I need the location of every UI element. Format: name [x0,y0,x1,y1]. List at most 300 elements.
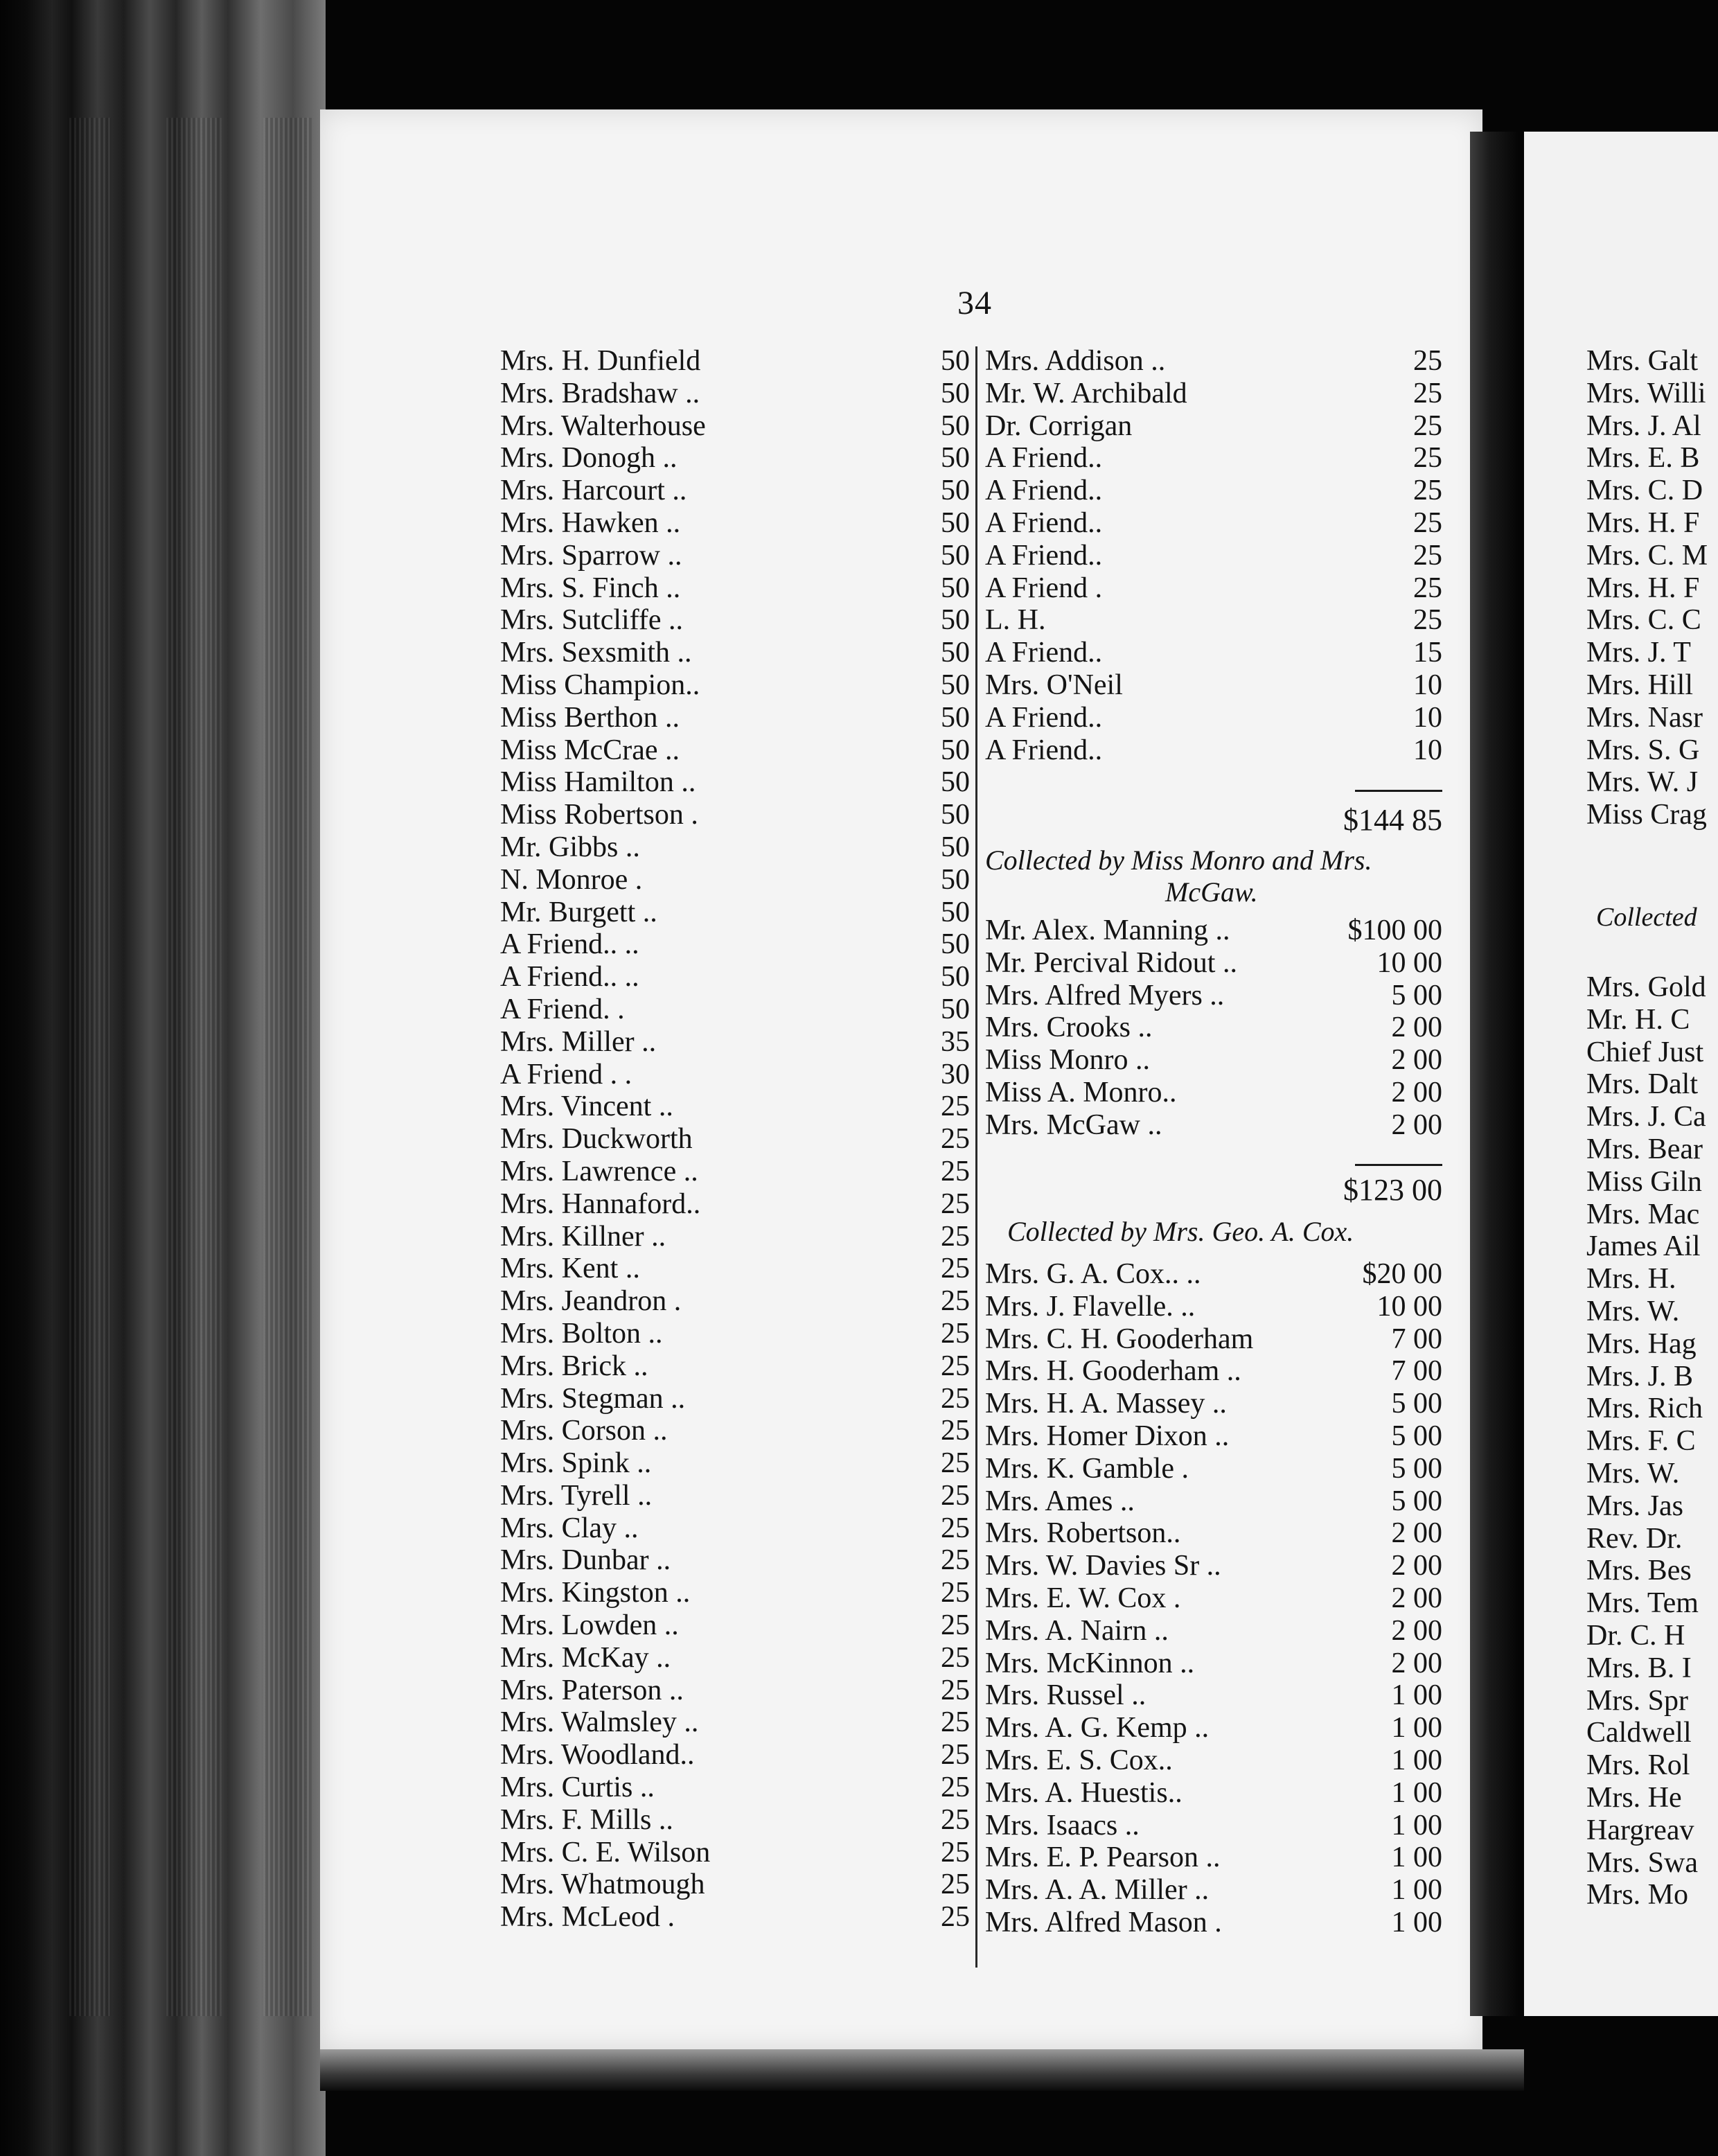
ledger-row [500,572,970,605]
donor-name: A Friend.. [985,734,1103,766]
donor-name: Mrs. K. Gamble . [985,1452,1189,1485]
ledger-row [500,961,970,993]
ledger-row [500,1090,970,1123]
donor-name: Mrs. Miller .. [500,1025,657,1058]
ledger-row [985,1077,1442,1109]
ledger-row [500,831,970,864]
donation-amount: 2 00 [1391,1044,1442,1077]
donor-name: Mrs. W. Davies Sr .. [985,1550,1221,1582]
donor-name: Mrs. Curtis .. [500,1771,655,1804]
donor-name: A Friend.. [985,475,1103,507]
donation-amount: 1 00 [1391,1809,1442,1841]
ledger-row [985,702,1442,734]
donor-name: Mrs. J. Flavelle. .. [985,1290,1196,1323]
donation-amount: 50 [941,701,970,734]
donor-name: Mrs. Walmsley .. [500,1706,699,1739]
donation-amount: 25 [941,1253,970,1285]
right-page-entry: Mrs. J. Ca [1586,1101,1706,1133]
donor-name: Mrs. Kent .. [500,1253,640,1285]
right-page-entry: Mrs. Tem [1586,1587,1699,1620]
donation-amount: 25 [941,1479,970,1512]
ledger-row [985,1517,1442,1550]
right-page-entry: Mrs. W. J [1586,766,1699,799]
donation-amount: 25 [941,1674,970,1706]
ledger-row [500,345,970,378]
donor-name: Mrs. Brick .. [500,1350,648,1382]
donation-amount: 50 [941,831,970,863]
ledger-row [985,1388,1442,1420]
donor-name: A Friend.. [985,506,1103,539]
donation-amount: 7 00 [1391,1323,1442,1355]
donation-amount: 25 [1413,409,1442,442]
donor-name: Mrs. Corson .. [500,1415,668,1447]
donation-amount: 50 [941,475,970,507]
right-page-entry: Mrs. Spr [1586,1684,1689,1717]
ledger-row [500,540,970,572]
donation-amount: 2 00 [1391,1550,1442,1582]
ledger-row [985,1679,1442,1712]
donor-name: Miss Robertson . [500,799,698,831]
ledger-row [500,864,970,896]
donor-name: Mrs. McGaw .. [985,1108,1162,1141]
donor-name: Mrs. C. E. Wilson [500,1836,711,1868]
donation-amount: 25 [941,1868,970,1901]
donor-name: A Friend.. [985,539,1103,572]
donation-amount: 25 [941,1285,970,1318]
ledger-row [500,1188,970,1221]
ledger-row [985,345,1442,378]
donation-amount: 2 00 [1391,1011,1442,1044]
page-bottom-edge [320,2049,1524,2091]
donor-name: Miss Champion.. [500,669,700,701]
donation-amount: 25 [941,1187,970,1220]
ledger-row [985,1485,1442,1518]
donation-amount: 50 [941,377,970,409]
heading-monro-mcgaw-line2: McGaw. [1165,876,1258,908]
ledger-row [500,896,970,929]
donor-name: Miss Monro .. [985,1044,1151,1077]
donation-amount: 25 [941,1447,970,1480]
ledger-row [500,1285,970,1318]
donor-name: A Friend . [985,572,1103,604]
donor-name: Mrs. Harcourt .. [500,475,687,507]
ledger-row [500,1901,970,1934]
ledger-row [985,1291,1442,1323]
donation-amount: 1 00 [1391,1776,1442,1809]
ledger-row [500,799,970,831]
ledger-row [985,669,1442,702]
ledger-row [500,1253,970,1285]
donor-name: Mrs. O'Neil [985,669,1123,701]
donation-amount: 50 [941,506,970,539]
ledger-row [500,1642,970,1675]
ledger-row [985,1712,1442,1744]
ledger-row [500,1123,970,1156]
donation-amount: 25 [941,1706,970,1739]
ledger-row [500,1706,970,1739]
ledger-row [985,540,1442,572]
donor-name: Miss Hamilton .. [500,766,696,799]
right-page-entry: Mrs. Galt [1586,345,1698,377]
ledger-row [985,1744,1442,1777]
donation-amount: 25 [941,1641,970,1674]
right-page-entry: Mrs. Dalt [1586,1068,1698,1101]
donation-amount: 25 [941,1836,970,1868]
right-page-entry: Dr. C. H [1586,1619,1685,1652]
ledger-row [985,1011,1442,1044]
right-page-entry: Mrs. S. G [1586,734,1700,766]
donor-name: Mrs. A. G. Kemp .. [985,1712,1210,1744]
donation-amount: 25 [941,1512,970,1544]
donor-name: Mrs. Bolton .. [500,1317,663,1350]
donation-amount: 2 00 [1391,1582,1442,1614]
right-page-entry: Mrs. He [1586,1781,1682,1814]
donation-amount: 25 [941,1123,970,1156]
donor-name: Mrs. Bradshaw .. [500,377,700,409]
donor-name: Mrs. F. Mills .. [500,1803,673,1836]
donor-name: Mrs. H. A. Massey .. [985,1388,1227,1420]
donor-name: Mrs. Sutcliffe .. [500,604,684,637]
ledger-row [500,637,970,669]
ledger-row [500,475,970,507]
ledger-row [500,734,970,767]
column-2-top-list [985,345,1442,766]
donor-name: Mrs. Stegman .. [500,1382,686,1415]
ledger-row [500,766,970,799]
donation-amount: 5 00 [1391,1452,1442,1485]
donation-amount: 1 00 [1391,1906,1442,1938]
donor-name: Mrs. A. Huestis.. [985,1776,1183,1809]
right-page-entry: Mrs. B. I [1586,1652,1692,1684]
right-page-entry: Mrs. Rol [1586,1749,1690,1782]
donation-amount: 10 [1413,669,1442,701]
ledger-row [985,442,1442,475]
donor-name: Mrs. G. A. Cox.. .. [985,1258,1201,1290]
right-page-entry: Hargreav [1586,1814,1694,1846]
right-page-entry: Mrs. H. [1586,1263,1676,1296]
page-edge-band [69,118,111,2016]
donation-amount: 1 00 [1391,1712,1442,1744]
donation-amount: 25 [1413,475,1442,507]
donor-name: Mrs. E. W. Cox . [985,1582,1181,1614]
donor-name: Mrs. Killner .. [500,1220,666,1253]
donation-amount: 50 [941,409,970,442]
donation-amount: 2 00 [1391,1647,1442,1679]
ledger-row [985,410,1442,443]
ledger-row [985,1777,1442,1810]
donation-amount: 25 [941,1155,970,1187]
donor-name: Mrs. H. Gooderham .. [985,1355,1241,1388]
donation-amount: 50 [941,863,970,896]
ledger-row [500,1383,970,1415]
donation-amount: 10 [1413,701,1442,734]
column-1-list [500,345,970,1934]
book-gutter [1470,132,1518,2016]
donor-name: N. Monroe . [500,863,643,896]
right-page-entry: Mrs. Bes [1586,1555,1692,1587]
donation-amount: 25 [1413,572,1442,604]
ledger-row [985,1582,1442,1615]
ledger-row [500,1609,970,1642]
column-2-bottom-list [985,1258,1442,1939]
donor-name: A Friend.. [985,637,1103,669]
ledger-row [985,378,1442,410]
ledger-row [500,1415,970,1447]
donor-name: Mrs. Hannaford.. [500,1187,701,1220]
donor-name: Mr. Alex. Manning .. [985,914,1230,946]
total-rule-2 [1355,1164,1442,1166]
ledger-row [985,914,1442,947]
donor-name: Mrs. S. Finch .. [500,572,681,604]
ledger-row [500,442,970,475]
donor-name: Mrs. Walterhouse [500,409,706,442]
donor-name: Mrs. Spink .. [500,1447,652,1480]
donor-name: Mrs. Vincent .. [500,1090,673,1123]
donation-amount: 25 [1413,539,1442,572]
donor-name: Miss Berthon .. [500,701,680,734]
donor-name: Mrs. Kingston .. [500,1577,691,1609]
ledger-row [985,507,1442,540]
donation-amount: 1 00 [1391,1679,1442,1712]
ledger-row [500,669,970,702]
right-page-entry: James Ail [1586,1230,1701,1263]
ledger-row [985,572,1442,605]
right-page-entry: Mrs. Mac [1586,1198,1700,1230]
donation-amount: 2 00 [1391,1517,1442,1550]
ledger-row [985,637,1442,669]
right-page-entry: Mrs. Bear [1586,1133,1703,1165]
donation-amount: 25 [941,1901,970,1934]
donation-amount: 25 [941,1350,970,1382]
donation-amount: 5 00 [1391,1485,1442,1517]
donor-name: Mrs. Hawken .. [500,506,681,539]
donor-name: Mrs. E. P. Pearson .. [985,1841,1221,1874]
ledger-row [500,1544,970,1577]
ledger-row [500,410,970,443]
donor-name: A Friend. . [500,993,625,1025]
ledger-row [985,1874,1442,1907]
ledger-row [500,1156,970,1188]
donor-name: Mrs. McKay .. [500,1641,671,1674]
book-spine [0,0,326,2156]
donation-amount: 25 [941,1317,970,1350]
right-page-entry: Mrs. W. [1586,1295,1680,1327]
heading-monro-mcgaw-line1: Collected by Miss Monro and Mrs. [985,845,1372,876]
donation-amount: 5 00 [1391,1388,1442,1420]
donor-name: Mr. W. Archibald [985,377,1187,409]
donor-name: Miss McCrae .. [500,734,680,766]
donation-amount: 25 [941,1609,970,1642]
donor-name: A Friend . . [500,1058,632,1090]
donation-amount: 2 00 [1391,1108,1442,1141]
donor-name: Mrs. Crooks .. [985,1011,1153,1044]
page-edge-band [263,118,312,2016]
right-page-entry: Mrs. Rich [1586,1393,1703,1425]
donor-name: Mrs. Duckworth [500,1123,693,1156]
right-page-top-list [1586,345,1708,831]
ledger-row [985,1258,1442,1291]
donor-name: Mrs. Sexsmith .. [500,637,692,669]
right-page-entry: Rev. Dr. [1586,1522,1683,1555]
donor-name: A Friend.. .. [500,961,639,993]
right-page-entry: Chief Just [1586,1036,1704,1068]
donor-name: A Friend.. .. [500,928,639,961]
donor-name: Mrs. Alfred Mason . [985,1906,1222,1938]
donor-name: A Friend.. [985,701,1103,734]
right-page-entry: Mrs. F. C [1586,1425,1696,1458]
donor-name: Mrs. Donogh .. [500,442,678,475]
donor-name: Mrs. Woodland.. [500,1739,695,1771]
donor-name: Mrs. Tyrell .. [500,1479,653,1512]
donor-name: Mrs. McKinnon .. [985,1647,1195,1679]
right-page-entry: Mrs. J. Al [1586,409,1701,442]
donor-name: Mrs. Lawrence .. [500,1155,698,1187]
total-1: $144 85 [1343,803,1442,837]
donation-amount: 50 [941,345,970,377]
right-page-heading: Collected [1596,903,1697,932]
ledger-row [985,1109,1442,1142]
donor-name: Mr. Burgett .. [500,896,657,928]
donation-amount: 7 00 [1391,1355,1442,1388]
donor-name: Mrs. Russel .. [985,1679,1146,1712]
ledger-row [985,1647,1442,1680]
right-page-entry: Mrs. Mo [1586,1879,1689,1911]
donation-amount: 10 00 [1376,1290,1442,1323]
donor-name: Mrs. Addison .. [985,345,1166,377]
ledger-row [985,947,1442,980]
donation-amount: 1 00 [1391,1744,1442,1776]
ledger-row [500,928,970,961]
donation-amount: 50 [941,896,970,928]
donation-amount: 1 00 [1391,1841,1442,1874]
ledger-row [500,1480,970,1512]
ledger-row [500,1447,970,1480]
ledger-row [500,1868,970,1901]
donation-amount: 50 [941,734,970,766]
donation-amount: 25 [1413,442,1442,475]
ledger-row [985,1550,1442,1582]
donation-amount: 10 [1413,734,1442,766]
ledger-row [985,1355,1442,1388]
donor-name: Mr. Percival Ridout .. [985,946,1237,979]
donation-amount: 50 [941,993,970,1025]
donation-amount: $20 00 [1362,1258,1442,1290]
donation-amount: 35 [941,1025,970,1058]
column-divider [975,346,977,1968]
donation-amount: 1 00 [1391,1874,1442,1907]
donation-amount: 50 [941,442,970,475]
donor-name: Mrs. Homer Dixon .. [985,1420,1230,1452]
ledger-row [500,1771,970,1804]
right-page-entry: Mrs. J. T [1586,637,1691,669]
right-page-bottom-list [1586,971,1706,1911]
donor-name: Mrs. Alfred Myers .. [985,979,1225,1011]
donation-amount: 30 [941,1058,970,1090]
donor-name: Mrs. Clay .. [500,1512,639,1544]
right-page-entry: Mrs. E. B [1586,442,1700,475]
total-rule-1 [1355,790,1442,792]
ledger-row [985,475,1442,507]
right-page-entry: Mrs. C. M [1586,539,1708,572]
right-page-entry: Mrs. Willi [1586,377,1706,409]
donor-name: Mrs. Whatmough [500,1868,705,1901]
donation-amount: 25 [941,1544,970,1577]
right-page-entry: Mrs. H. F [1586,506,1700,539]
ledger-row [500,604,970,637]
ledger-row [500,378,970,410]
right-page-entry: Mrs. Hill [1586,669,1694,701]
donation-amount: 5 00 [1391,1420,1442,1452]
donation-amount: 2 00 [1391,1076,1442,1108]
donor-name: Mrs. Isaacs .. [985,1809,1140,1841]
ledger-row [500,1739,970,1771]
right-page-entry: Mrs. Nasr [1586,701,1703,734]
donation-amount: 50 [941,539,970,572]
donor-name: Dr. Corrigan [985,409,1133,442]
ledger-row [985,1420,1442,1453]
donor-name: Mrs. A. Nairn .. [985,1614,1169,1647]
donor-name: A Friend.. [985,442,1103,475]
right-page-entry: Mrs. C. C [1586,604,1701,637]
right-page-entry: Mrs. J. B [1586,1360,1694,1393]
donation-amount: 25 [941,1220,970,1253]
donation-amount: 25 [941,1382,970,1415]
right-page-entry: Miss Giln [1586,1165,1702,1198]
ledger-row [500,1512,970,1545]
ledger-row [500,993,970,1026]
donor-name: L. H. [985,604,1046,637]
donor-name: Mrs. H. Dunfield [500,345,701,377]
donor-name: Mrs. Dunbar .. [500,1544,671,1577]
right-page-entry: Caldwell [1586,1717,1692,1749]
donation-amount: 50 [941,637,970,669]
donation-amount: 25 [941,1090,970,1123]
ledger-row [500,1577,970,1609]
donation-amount: 50 [941,669,970,701]
donation-amount: 25 [941,1415,970,1447]
donation-amount: 25 [941,1577,970,1609]
page-edge-band [166,118,222,2016]
donor-name: Mrs. E. S. Cox.. [985,1744,1173,1776]
ledger-row [500,1221,970,1253]
ledger-row [500,1837,970,1869]
ledger-row [500,1675,970,1707]
ledger-row [985,1323,1442,1356]
right-page-entry: Mrs. W. [1586,1457,1680,1490]
ledger-row [985,1841,1442,1874]
ledger-row [985,604,1442,637]
right-page-entry: Mrs. Swa [1586,1846,1699,1879]
donor-name: Mrs. Jeandron . [500,1285,682,1318]
donation-amount: 25 [941,1771,970,1804]
ledger-row [500,1350,970,1383]
donor-name: Mrs. Sparrow .. [500,539,682,572]
column-2-middle-list [985,914,1442,1142]
donor-name: Miss A. Monro.. [985,1076,1177,1108]
donation-amount: 50 [941,604,970,637]
ledger-row [985,1044,1442,1077]
donation-amount: 5 00 [1391,979,1442,1011]
donation-amount: 50 [941,799,970,831]
ledger-row [985,1810,1442,1842]
donor-name: Mrs. A. A. Miller .. [985,1874,1210,1907]
donation-amount: 50 [941,961,970,993]
donation-amount: 10 00 [1376,946,1442,979]
right-page-entry: Mrs. C. D [1586,475,1703,507]
right-page-entry: Mrs. Gold [1586,971,1706,1003]
total-2: $123 00 [1343,1173,1442,1207]
right-page-entry: Mrs. H. F [1586,572,1700,604]
